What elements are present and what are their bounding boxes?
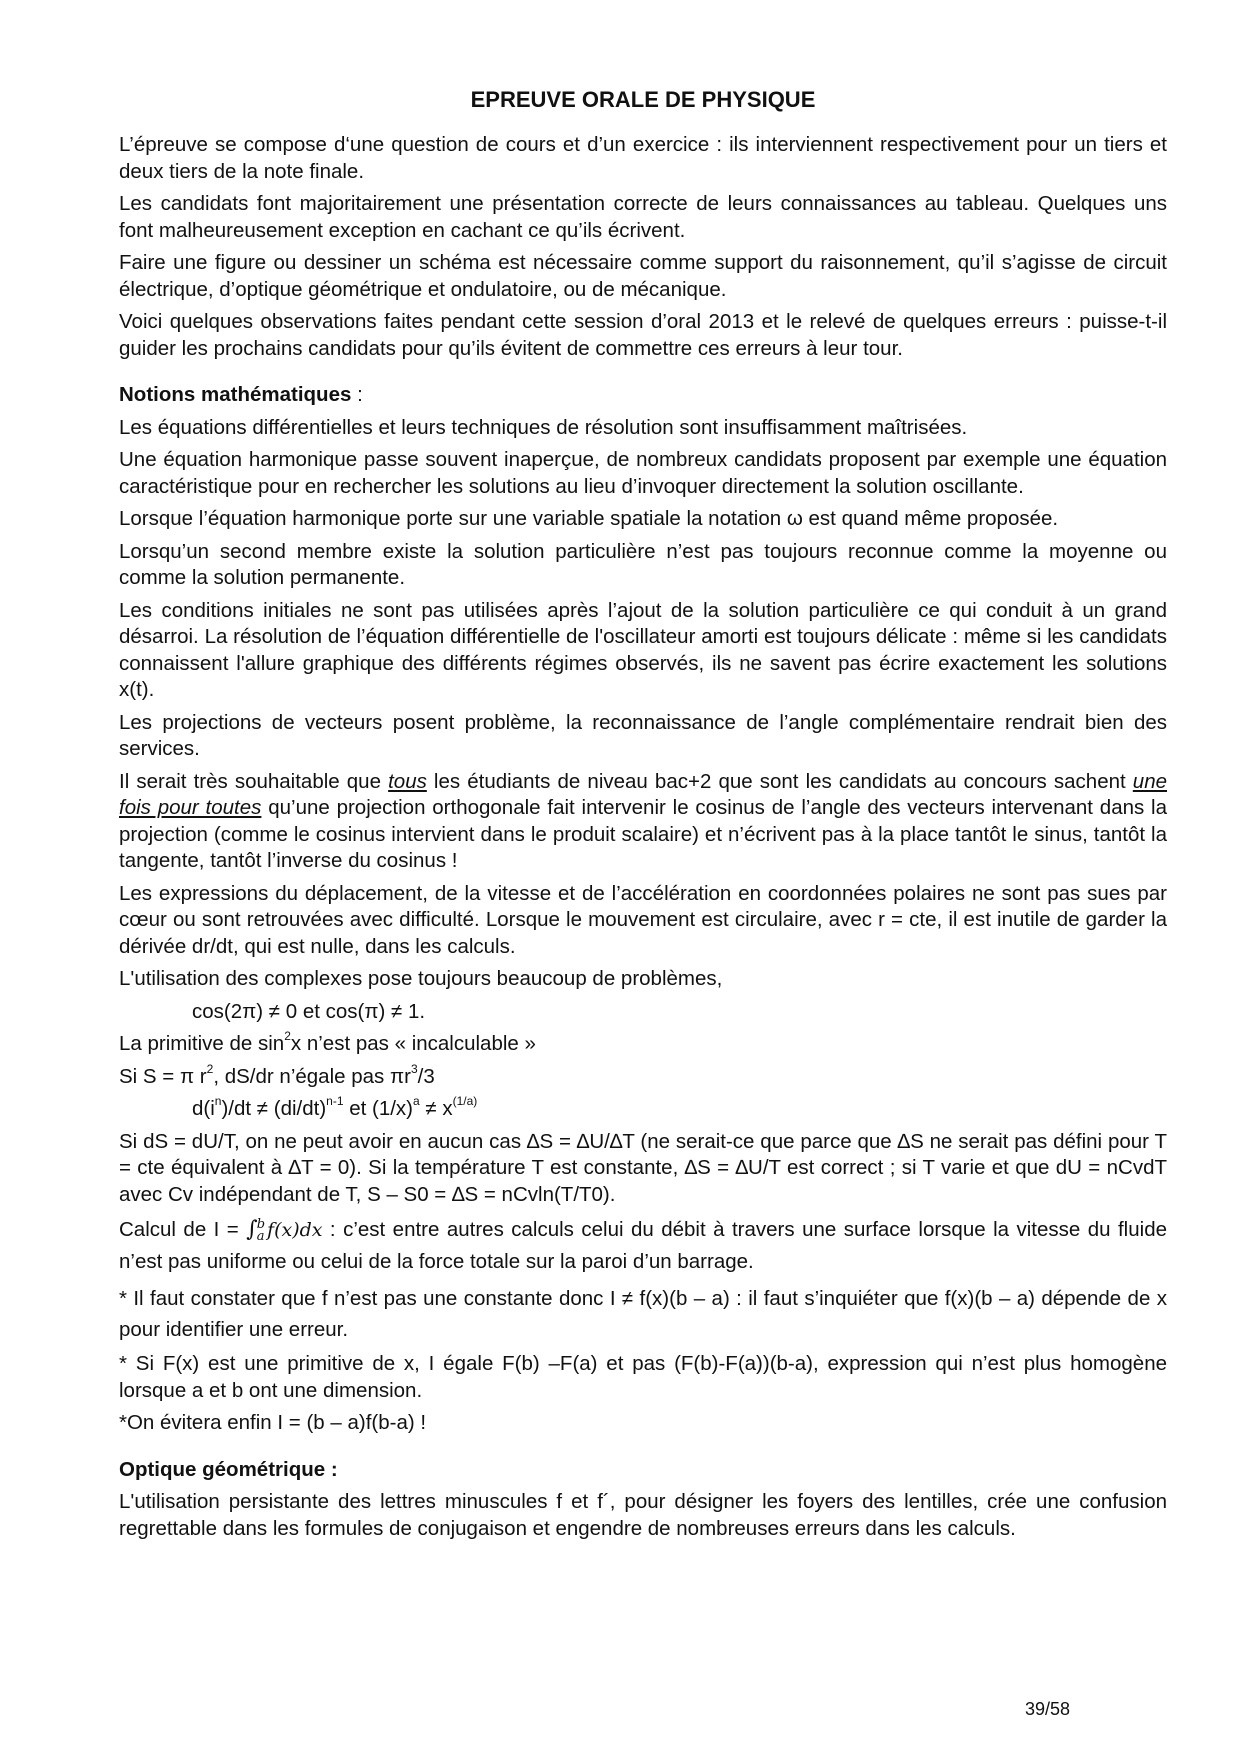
math-paragraph-primitive: * Si F(x) est une primitive de x, I égale F(b) –F(a) et pas (F(b)-F(a))(b-a), expression qui n’est plus homogène lorsque a et b ont une dimension.	[119, 1352, 1167, 1402]
p7-text-b: les étudiants de niveau bac+2 que sont les candidats au concours sachent	[426, 769, 1133, 793]
formula-surface-derivative	[119, 1061, 1167, 1091]
p13-text-b: )/dt ≠ (di/dt)	[221, 1097, 327, 1120]
math-paragraph-3: Lorsque l’équation harmonique porte sur une variable spatiale la notation ω est quand même proposée.	[119, 507, 1059, 530]
optics-paragraph-1: L'utilisation persistante des lettres minuscules f et f´, pour désigner les foyers des lentilles, crée une confusion regrettable dans les formules de conjugaison et engendre de nombreuses erreurs dans les calculs.	[119, 1490, 1167, 1540]
intro-paragraph-1: L’épreuve se compose d‘une question de cours et d’un exercice : ils interviennent respectivement pour un tiers et deux tiers de la note finale.	[119, 133, 1167, 183]
math-paragraph-7	[119, 769, 1167, 875]
emphasis-tous: tous	[388, 769, 427, 793]
emphasis-une-fois-pour-toutes: une fois pour toutes	[119, 769, 1168, 819]
math-paragraph-entropy: Si dS = dU/T, on ne peut avoir en aucun cas ∆S = ∆U/∆T (ne serait-ce que parce que ∆S ne serait pas défini pour T = cte équivalent à ∆T = 0). Si la température T est constante, ∆S = ∆U/T est correct ; si T varie et que dU = nCvdT avec Cv indépendant de T, S – S0 = ∆S = nCvln(T/T0).	[119, 1129, 1167, 1206]
math-heading-colon: :	[351, 383, 363, 406]
intro-paragraph-4: Voici quelques observations faites pendant cette session d’oral 2013 et le relevé de quelques erreurs : puisse-t-il guider les prochains candidats pour qu’ils évitent de commettre ces erreurs à leur tour.	[119, 310, 1167, 360]
p12-text-b: , dS/dr n’égale pas πr	[213, 1064, 411, 1088]
math-paragraph-9: L'utilisation des complexes pose toujours beaucoup de problèmes,	[119, 967, 723, 990]
page-content	[119, 86, 1167, 1548]
p13-sup-4: (1/a)	[452, 1094, 478, 1109]
p12-sup-1: 2	[206, 1061, 214, 1076]
p12-text-a: Si S = π r	[119, 1064, 207, 1088]
math-paragraph-2: Une équation harmonique passe souvent inaperçue, de nombreux candidats proposent par exemple une équation caractéristique pour en rechercher les solutions au lieu d’invoquer directement la solution oscillante.	[119, 448, 1167, 498]
integral-lower-limit: a	[256, 1228, 265, 1244]
p12-text-c: /3	[417, 1064, 435, 1088]
p13-text-a: d(i	[192, 1097, 215, 1120]
integral-upper-limit: b	[256, 1216, 266, 1232]
p15-text-a: Calcul de I =	[119, 1218, 247, 1241]
math-paragraph-5: Les conditions initiales ne sont pas utilisées après l’ajout de la solution particulière ce qui conduit à un grand désarroi. La résolution de l’équation différentielle de l'oscillateur amorti est toujours délicate : même si les candidats connaissent l'allure graphique des différents régimes observés, ils ne savent pas écrire exactement les solutions x(t).	[119, 598, 1167, 701]
p11-sup: 2	[284, 1029, 291, 1044]
formula-sin-primitive	[119, 1031, 1167, 1058]
p13-text-d: ≠ x	[419, 1097, 453, 1120]
page-title: EPREUVE ORALE DE PHYSIQUE	[470, 87, 816, 112]
math-paragraph-4: Lorsqu’un second membre existe la solution particulière n’est pas toujours reconnue comme la moyenne ou comme la solution permanente.	[119, 539, 1167, 589]
formula-cosine: cos(2π) ≠ 0 et cos(π) ≠ 1.	[192, 999, 426, 1023]
p13-text-c: et (1/x)	[343, 1097, 413, 1120]
p7-text-a: Il serait très souhaitable que	[119, 769, 389, 793]
integrand: f(x)dx	[267, 1219, 323, 1241]
math-paragraph-avoid: *On évitera enfin I = (b – a)f(b-a) !	[119, 1411, 427, 1434]
integral-limits	[256, 1216, 266, 1244]
optics-section-heading: Optique géométrique :	[119, 1457, 338, 1481]
integral-sign: ∫	[246, 1217, 258, 1242]
math-paragraph-1: Les équations différentielles et leurs techniques de résolution sont insuffisamment maîtrisées.	[119, 415, 968, 439]
p12-sup-2: 3	[410, 1061, 418, 1076]
p13-sup-2: n-1	[326, 1094, 344, 1109]
p15-text-b: : c’est entre autres calculs celui du débit à travers une surface lorsque la vitesse du fluide n’est pas uniforme ou celui de la force totale sur la paroi d’un barrage.	[119, 1218, 1167, 1273]
p11-text-b: x n’est pas « incalculable »	[290, 1032, 536, 1055]
formula-power-derivative	[119, 1096, 1167, 1123]
page-number: 39/58	[1025, 1699, 1071, 1719]
math-paragraph-6: Les projections de vecteurs posent problème, la reconnaissance de l’angle complémentaire rendrait bien des services.	[119, 710, 1167, 760]
p13-sup-3: a	[413, 1094, 420, 1109]
math-paragraph-8: Les expressions du déplacement, de la vitesse et de l’accélération en coordonnées polaires ne sont pas sues par cœur ou sont retrouvées avec difficulté. Lorsque le mouvement est circulaire, avec r = cte, il est inutile de garder la dérivée dr/dt, qui est nulle, dans les calculs.	[119, 881, 1167, 958]
intro-paragraph-2: Les candidats font majoritairement une présentation correcte de leurs connaissances au tableau. Quelques uns font malheureusement exception en cachant ce qu’ils écrivent.	[119, 192, 1167, 242]
math-paragraph-constant-f: * Il faut constater que f n’est pas une constante donc I ≠ f(x)(b – a) : il faut s’inquiéter que f(x)(b – a) dépende de x pour identifier une erreur.	[119, 1287, 1167, 1341]
p11-text-a: La primitive de sin	[119, 1032, 285, 1055]
math-section-heading	[119, 382, 1167, 409]
math-heading-text: Notions mathématiques	[119, 383, 352, 406]
p7-text-c: qu’une projection orthogonale fait intervenir le cosinus de l’angle des vecteurs intervenant dans la projection (comme le cosinus intervient dans le produit scalaire) et n’écrivent pas à la place tantôt le sinus, tantôt la tangente, tantôt l’inverse du cosinus !	[119, 796, 1168, 872]
intro-paragraph-3: Faire une figure ou dessiner un schéma est nécessaire comme support du raisonnement, qu’il s’agisse de circuit électrique, d’optique géométrique et ondulatoire, ou de mécanique.	[119, 251, 1167, 301]
p13-sup-1: n	[214, 1094, 222, 1109]
math-paragraph-integral	[119, 1214, 1167, 1277]
